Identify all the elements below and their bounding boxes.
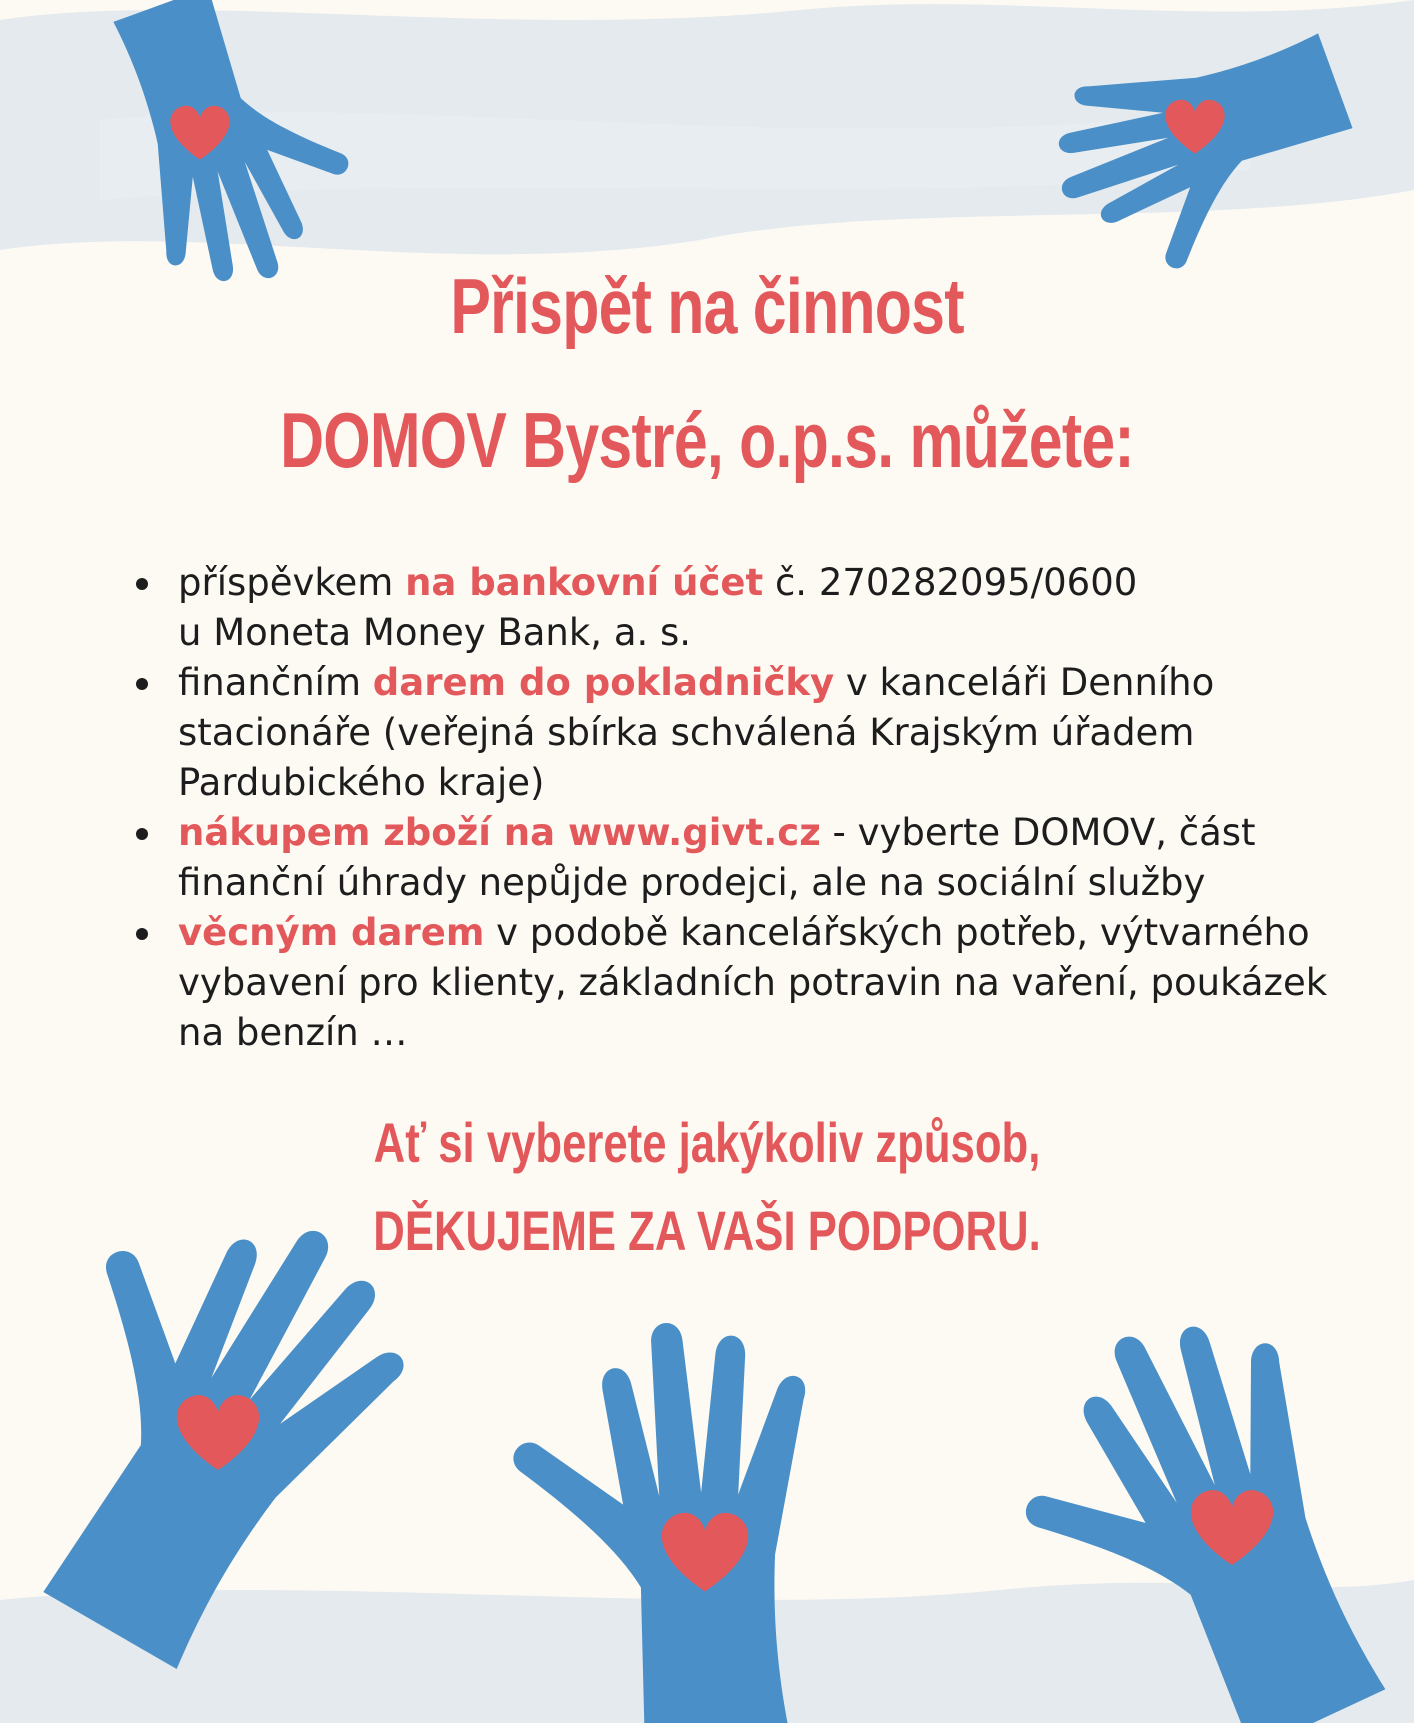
- item-text: u Moneta Money Bank, a. s.: [178, 611, 692, 654]
- footer-line1: Ať si vyberete jakýkoliv způsob,: [373, 1111, 1041, 1174]
- bullet-icon: [136, 578, 148, 590]
- item-highlight-link: nákupem zboží na www.givt.cz: [178, 811, 821, 854]
- list-item: [178, 908, 1368, 1058]
- page-title-line2: DOMOV Bystré, o.p.s. můžete:: [280, 396, 1134, 484]
- page-title-line1: Přispět na činnost: [450, 262, 964, 350]
- footer-line2: DĚKUJEME ZA VAŠI PODPORU.: [373, 1199, 1041, 1262]
- item-highlight: na bankovní účet: [405, 561, 764, 604]
- bullet-icon: [136, 928, 148, 940]
- list-item: [178, 558, 1368, 658]
- bullet-icon: [136, 828, 148, 840]
- item-text: č. 270282095/0600: [763, 561, 1138, 604]
- list-item: [178, 658, 1368, 808]
- item-text: finančním: [178, 661, 373, 704]
- item-highlight: věcným darem: [178, 911, 485, 954]
- donation-options-list: [178, 558, 1368, 1058]
- item-text: příspěvkem: [178, 561, 406, 604]
- list-item: [178, 808, 1368, 908]
- bullet-icon: [136, 678, 148, 690]
- item-text: v kanceláři Denního stacionáře (veřejná sbírka schválená Krajským úřadem Pardubického kraje): [178, 661, 1215, 804]
- item-highlight: darem do pokladničky: [372, 661, 835, 704]
- item-text: v podobě kancelářských potřeb, výtvarného vybavení pro klienty, základních potravin na vaření, poukázek na benzín …: [178, 911, 1328, 1054]
- item-text: - vyberte DOMOV, část finanční úhrady nepůjde prodejci, ale na sociální služby: [178, 811, 1256, 904]
